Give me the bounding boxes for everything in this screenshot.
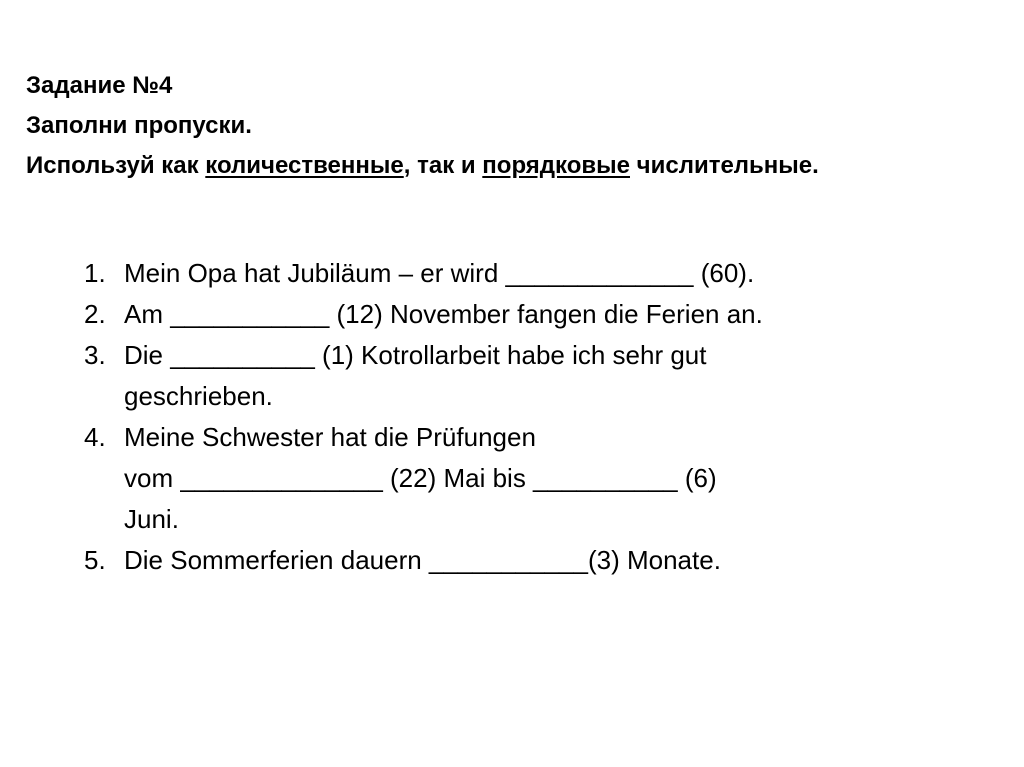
task-text: Juni. — [124, 504, 179, 534]
task-text: Die __________ (1) Kotrollarbeit habe ich sehr gut — [124, 340, 707, 370]
instruction-text-3: числительные. — [630, 152, 819, 179]
task-text: geschrieben. — [124, 381, 273, 411]
task-item-2 — [84, 294, 904, 335]
task-item-3 — [84, 335, 904, 417]
instruction-underlined-ordinal: порядковые — [482, 152, 630, 179]
task-item-1 — [84, 253, 904, 294]
instruction-text-2: , так и — [403, 152, 483, 179]
task-number: 2. — [84, 299, 106, 329]
task-item-5 — [84, 540, 904, 581]
instruction-underlined-cardinal: количественные — [205, 152, 404, 179]
task-heading — [26, 66, 1011, 186]
instruction-text-1: Используй как — [26, 152, 206, 179]
task-title: Задание №4 — [26, 72, 173, 99]
task-instruction — [26, 146, 1011, 186]
task-number: 3. — [84, 340, 106, 370]
task-subtitle: Заполни пропуски. — [26, 112, 252, 139]
task-text: Am ___________ (12) November fangen die Ferien an. — [124, 299, 763, 329]
task-text: vom ______________ (22) Mai bis __________ (6) — [124, 463, 717, 493]
task-number: 4. — [84, 422, 106, 452]
task-text: Die Sommerferien dauern ___________(3) Monate. — [124, 545, 721, 575]
task-item-4 — [84, 417, 904, 540]
task-list — [84, 253, 904, 581]
task-text: Meine Schwester hat die Prüfungen — [124, 422, 536, 452]
task-text: Mein Opa hat Jubiläum – er wird _____________ (60). — [124, 258, 755, 288]
task-number: 5. — [84, 545, 106, 575]
task-number: 1. — [84, 258, 106, 288]
